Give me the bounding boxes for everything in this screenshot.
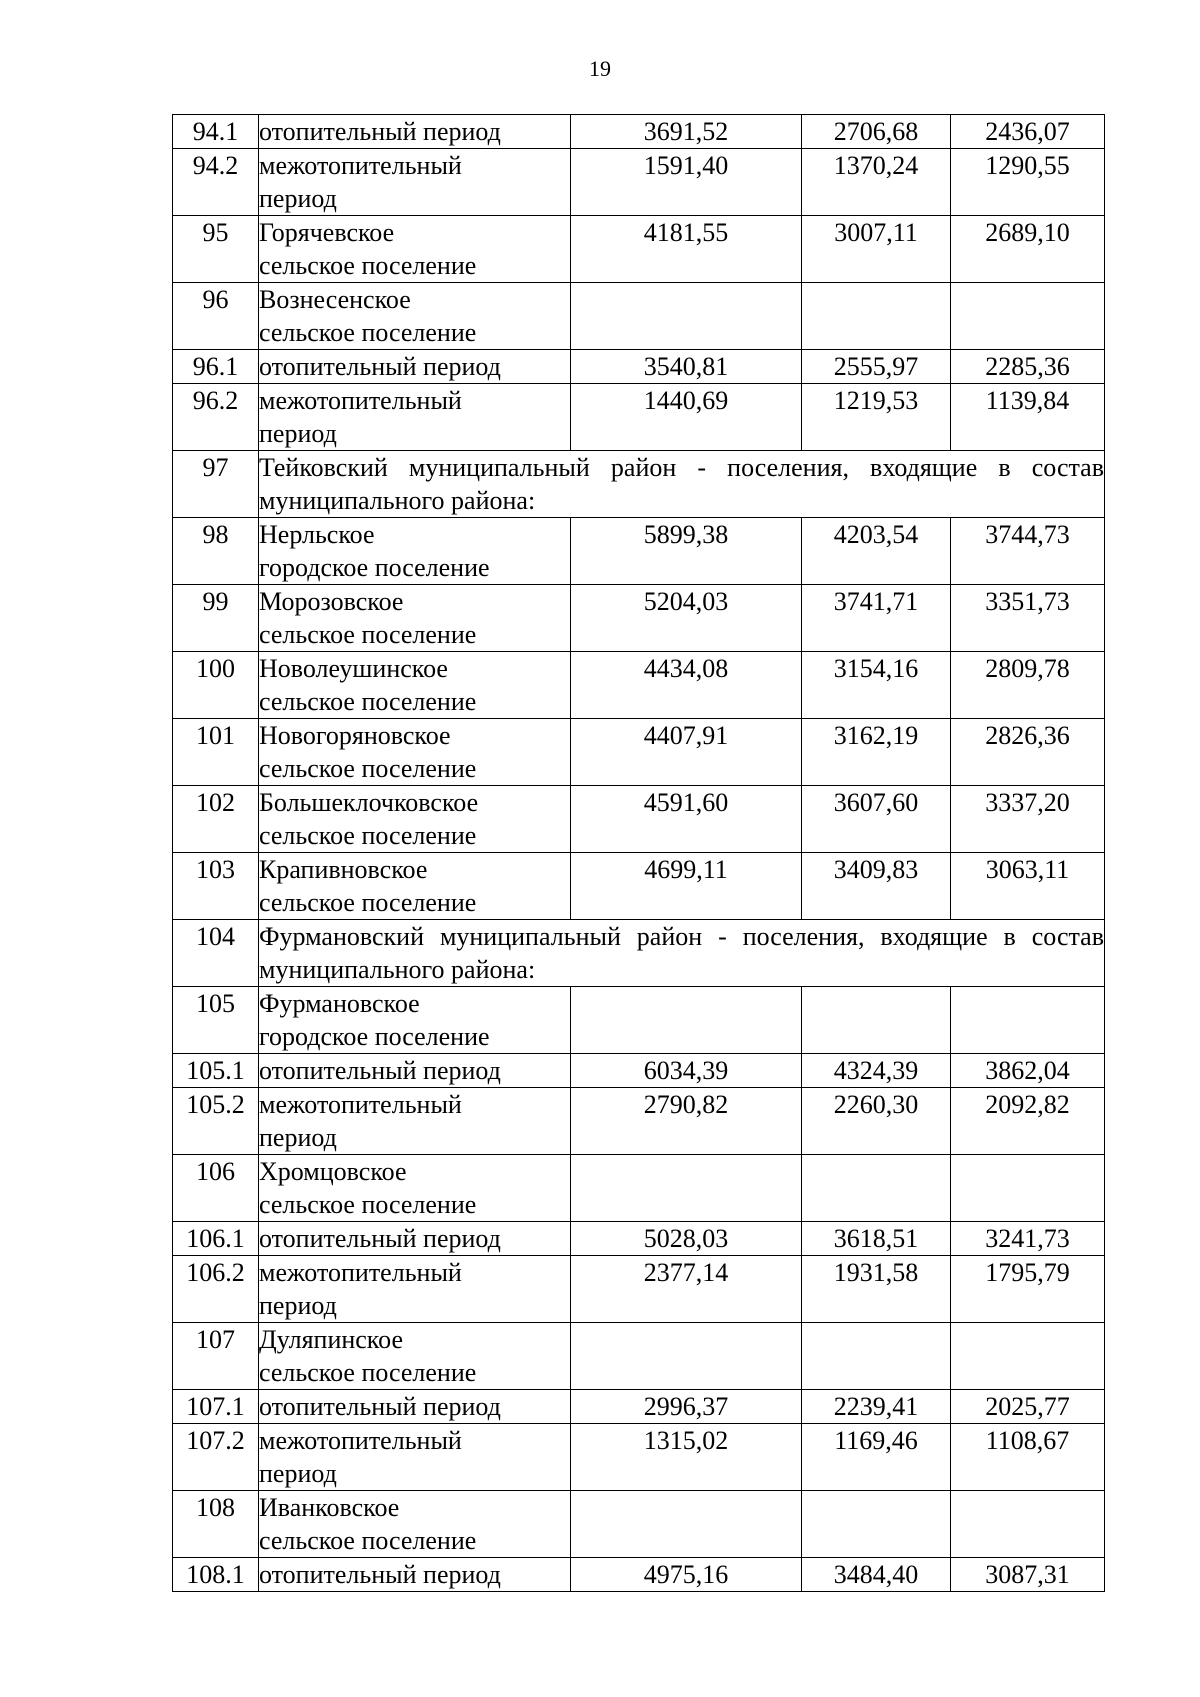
settlement-name [259,1155,571,1222]
settlement-name-line: межотопительный [259,386,462,415]
tariff-value-1 [571,1491,802,1558]
table-row [173,1323,1105,1390]
row-number: 106 [173,1155,259,1222]
tariff-value-1: 4407,91 [571,719,802,786]
tariff-value-1: 2996,37 [571,1390,802,1424]
row-number: 103 [173,853,259,920]
tariff-value-1: 1440,69 [571,384,802,451]
settlement-name-line: сельское поселение [259,1358,477,1387]
settlement-name-line: Новолеушинское [259,654,448,683]
tariff-value-2: 3607,60 [802,786,951,853]
row-number: 104 [173,920,259,987]
tariff-value-3: 2436,07 [951,115,1105,149]
row-number: 95 [173,216,259,283]
tariff-value-3 [951,987,1105,1054]
settlement-name-line: Иванковское [259,1493,400,1522]
settlement-name-line: Фурмановское [259,989,420,1018]
table-row [173,451,1105,518]
row-number: 108.1 [173,1558,259,1592]
row-number: 94.2 [173,149,259,216]
tariff-value-3 [951,1155,1105,1222]
settlement-name [259,1424,571,1491]
tariff-value-3: 3063,11 [951,853,1105,920]
tariff-value-2: 3162,19 [802,719,951,786]
tariff-value-2: 3154,16 [802,652,951,719]
table-row [173,853,1105,920]
tariff-value-2: 3741,71 [802,585,951,652]
table-row [173,1155,1105,1222]
settlement-name-line: межотопительный [259,1426,462,1455]
table-row [173,585,1105,652]
settlement-name-line: межотопительный [259,1258,462,1287]
row-number: 106.1 [173,1222,259,1256]
tariff-value-3: 2285,36 [951,350,1105,384]
tariff-value-3: 2025,77 [951,1390,1105,1424]
settlement-name [259,652,571,719]
tariff-value-3: 3337,20 [951,786,1105,853]
table-row [173,384,1105,451]
settlement-name [259,1054,571,1088]
table-row [173,1424,1105,1491]
settlement-name [259,115,571,149]
settlement-name-line: Новогоряновское [259,721,451,750]
district-heading: Фурмановский муниципальный район - поселения, входящие в состав муниципального района: [259,920,1105,987]
table-row [173,987,1105,1054]
row-number: 105.2 [173,1088,259,1155]
row-number: 99 [173,585,259,652]
tariff-value-3: 1290,55 [951,149,1105,216]
settlement-name-line: сельское поселение [259,821,477,850]
tariff-value-2: 2239,41 [802,1390,951,1424]
tariff-value-2: 1219,53 [802,384,951,451]
tariff-value-3: 1139,84 [951,384,1105,451]
tariff-value-1: 4975,16 [571,1558,802,1592]
tariff-value-1: 5204,03 [571,585,802,652]
tariff-value-2 [802,283,951,350]
tariff-value-1: 4434,08 [571,652,802,719]
tariff-value-2: 2706,68 [802,115,951,149]
tariff-value-3: 3087,31 [951,1558,1105,1592]
tariff-value-3: 2809,78 [951,652,1105,719]
table-row [173,216,1105,283]
settlement-name-line: период [259,419,337,448]
tariff-value-3: 1108,67 [951,1424,1105,1491]
page-number: 19 [589,56,611,81]
tariff-value-1: 5899,38 [571,518,802,585]
settlement-name [259,216,571,283]
row-number: 94.1 [173,115,259,149]
tariff-value-2 [802,1491,951,1558]
tariff-table [172,114,1105,1592]
tariff-value-1: 1591,40 [571,149,802,216]
settlement-name-line: отопительный период [259,1224,501,1253]
settlement-name [259,987,571,1054]
settlement-name-line: городское поселение [259,1022,490,1051]
tariff-value-2: 1931,58 [802,1256,951,1323]
tariff-value-3: 3862,04 [951,1054,1105,1088]
settlement-name-line: Нерльское [259,520,375,549]
tariff-value-3: 2092,82 [951,1088,1105,1155]
tariff-value-3: 2689,10 [951,216,1105,283]
settlement-name-line: отопительный период [259,117,501,146]
settlement-name-line: сельское поселение [259,620,477,649]
table-row [173,1222,1105,1256]
settlement-name-line: сельское поселение [259,318,477,347]
settlement-name [259,350,571,384]
row-number: 105.1 [173,1054,259,1088]
settlement-name-line: межотопительный [259,1090,462,1119]
row-number: 106.2 [173,1256,259,1323]
row-number: 107.2 [173,1424,259,1491]
settlement-name [259,786,571,853]
settlement-name-line: отопительный период [259,352,501,381]
tariff-value-2: 4203,54 [802,518,951,585]
settlement-name [259,384,571,451]
settlement-name-line: Вознесенское [259,285,411,314]
tariff-value-1 [571,987,802,1054]
tariff-value-3 [951,1323,1105,1390]
row-number: 98 [173,518,259,585]
tariff-value-1: 1315,02 [571,1424,802,1491]
tariff-value-3 [951,1491,1105,1558]
settlement-name [259,1390,571,1424]
table-row [173,1054,1105,1088]
settlement-name [259,719,571,786]
tariff-value-1: 4181,55 [571,216,802,283]
tariff-value-1: 3540,81 [571,350,802,384]
settlement-name-line: отопительный период [259,1392,501,1421]
tariff-value-2: 3007,11 [802,216,951,283]
row-number: 107.1 [173,1390,259,1424]
row-number: 96.2 [173,384,259,451]
tariff-value-1 [571,1155,802,1222]
tariff-value-2: 4324,39 [802,1054,951,1088]
row-number: 108 [173,1491,259,1558]
tariff-value-2 [802,987,951,1054]
row-number: 96 [173,283,259,350]
tariff-value-2: 2555,97 [802,350,951,384]
tariff-value-3: 3241,73 [951,1222,1105,1256]
table-row [173,350,1105,384]
settlement-name [259,585,571,652]
settlement-name [259,1323,571,1390]
settlement-name [259,149,571,216]
settlement-name-line: сельское поселение [259,1190,477,1219]
settlement-name-line: период [259,184,337,213]
table-row [173,920,1105,987]
tariff-value-2 [802,1155,951,1222]
table-row [173,786,1105,853]
tariff-value-2: 3409,83 [802,853,951,920]
tariff-value-2: 1169,46 [802,1424,951,1491]
settlement-name-line: сельское поселение [259,888,477,917]
tariff-value-2: 1370,24 [802,149,951,216]
tariff-value-1: 3691,52 [571,115,802,149]
table-row [173,1088,1105,1155]
tariff-table-body [173,115,1105,1592]
settlement-name [259,853,571,920]
settlement-name [259,1222,571,1256]
row-number: 96.1 [173,350,259,384]
settlement-name-line: межотопительный [259,151,462,180]
settlement-name-line: сельское поселение [259,1526,477,1555]
table-row [173,1558,1105,1592]
settlement-name-line: сельское поселение [259,754,477,783]
settlement-name-line: отопительный период [259,1056,501,1085]
settlement-name-line: Крапивновское [259,855,428,884]
table-row [173,719,1105,786]
tariff-value-2: 2260,30 [802,1088,951,1155]
tariff-value-3: 2826,36 [951,719,1105,786]
table-row [173,1390,1105,1424]
settlement-name-line: Морозовское [259,587,404,616]
row-number: 97 [173,451,259,518]
tariff-value-2: 3484,40 [802,1558,951,1592]
settlement-name-line: сельское поселение [259,251,477,280]
row-number: 107 [173,1323,259,1390]
settlement-name-line: Большеклочковское [259,788,479,817]
settlement-name [259,1491,571,1558]
settlement-name-line: отопительный период [259,1560,501,1589]
tariff-value-1: 6034,39 [571,1054,802,1088]
settlement-name-line: период [259,1291,337,1320]
settlement-name [259,283,571,350]
row-number: 100 [173,652,259,719]
tariff-value-1: 5028,03 [571,1222,802,1256]
settlement-name-line: Хромцовское [259,1157,407,1186]
tariff-value-3: 1795,79 [951,1256,1105,1323]
settlement-name [259,518,571,585]
table-row [173,115,1105,149]
tariff-value-1: 4591,60 [571,786,802,853]
tariff-value-1 [571,1323,802,1390]
tariff-value-1: 2790,82 [571,1088,802,1155]
table-row [173,1256,1105,1323]
district-heading: Тейковский муниципальный район - поселения, входящие в состав муниципального района: [259,451,1105,518]
row-number: 105 [173,987,259,1054]
tariff-value-3 [951,283,1105,350]
settlement-name [259,1256,571,1323]
table-row [173,283,1105,350]
settlement-name-line: сельское поселение [259,687,477,716]
settlement-name-line: период [259,1123,337,1152]
table-row [173,518,1105,585]
tariff-value-1: 2377,14 [571,1256,802,1323]
tariff-value-3: 3351,73 [951,585,1105,652]
table-row [173,149,1105,216]
table-row [173,652,1105,719]
settlement-name [259,1088,571,1155]
settlement-name-line: городское поселение [259,553,490,582]
settlement-name-line: период [259,1459,337,1488]
settlement-name-line: Горячевское [259,218,395,247]
tariff-value-3: 3744,73 [951,518,1105,585]
row-number: 101 [173,719,259,786]
settlement-name [259,1558,571,1592]
tariff-value-1: 4699,11 [571,853,802,920]
table-row [173,1491,1105,1558]
tariff-value-2: 3618,51 [802,1222,951,1256]
settlement-name-line: Дуляпинское [259,1325,403,1354]
tariff-value-1 [571,283,802,350]
tariff-value-2 [802,1323,951,1390]
row-number: 102 [173,786,259,853]
